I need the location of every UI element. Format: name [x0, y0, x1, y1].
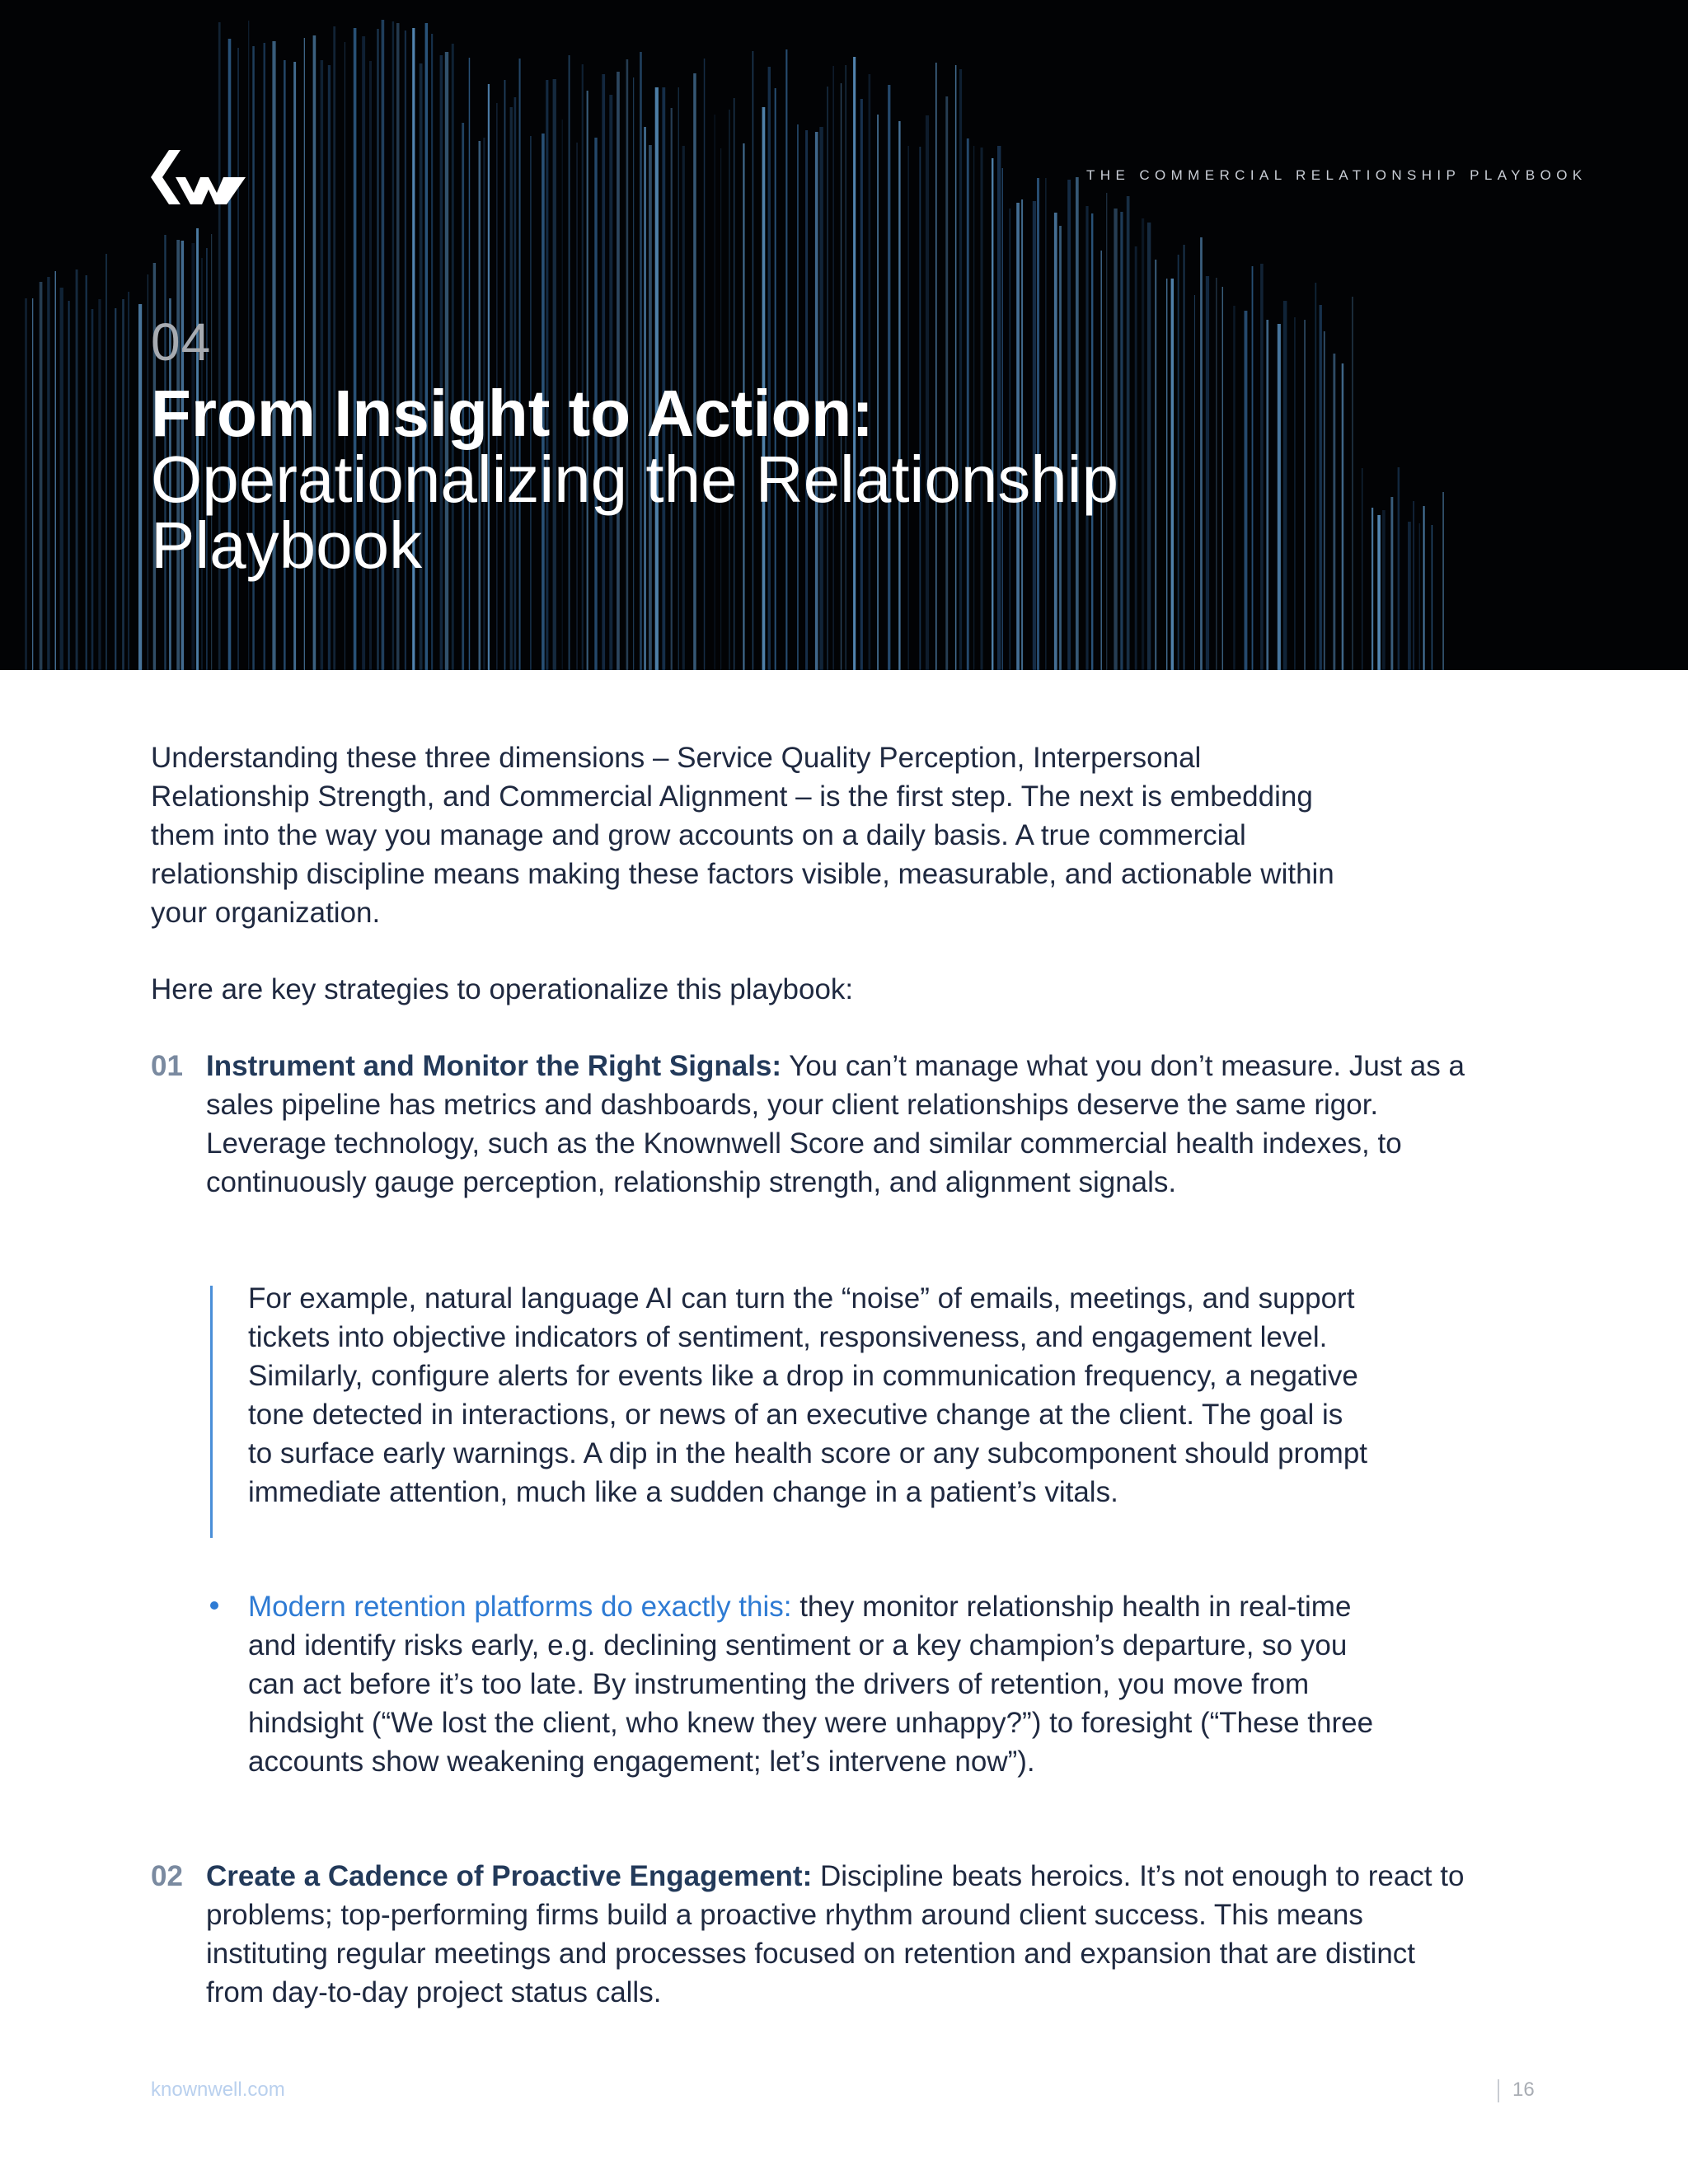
strategy-heading: Create a Cadence of Proactive Engagement: [206, 1860, 813, 1892]
hero-light-streak [1033, 201, 1036, 670]
hero-light-streak [1423, 506, 1425, 670]
hero-light-streak [1076, 177, 1079, 670]
hero-light-streak [68, 301, 70, 670]
hero-light-streak [1067, 180, 1071, 670]
hero-light-streak [967, 138, 969, 670]
hero-light-streak [1054, 213, 1057, 670]
hero-light-streak [32, 298, 33, 670]
hero-light-streak [55, 271, 56, 670]
hero-light-streak [898, 121, 900, 670]
hero-light-streak [1021, 199, 1023, 670]
hero-light-streak [1127, 196, 1130, 670]
bullet-body: they monitor relationship health in real-time and identify risks early, e.g. declining sentiment or a key champion’s departure, so you can act before it’s too late. By instrumenting the drivers of retention, you move from hindsight (“We lost the client, who knew they were unhappy?”) to foresight (“These three accounts show weakening engagement; let’s intervene now”). [248, 1591, 1374, 1778]
page-number: 16 [1512, 2079, 1535, 2101]
hero-light-streak [973, 146, 974, 670]
hero-light-streak [138, 304, 142, 670]
intro-paragraph: Understanding these three dimensions – Service Quality Perception, Interpersonal Relationship Strength, and Commercial Alignment – is the first step. The next is embedding them into the way you manage and grow accounts on a daily basis. A true commercial relationship discipline means making these factors visible, measurable, and actionable within your organization. [151, 742, 1334, 929]
hero-light-streak [926, 115, 929, 670]
hero-light-streak [869, 74, 871, 670]
bullet-item [248, 1587, 1377, 1781]
hero-light-streak [1010, 209, 1011, 670]
hero-light-streak [997, 146, 1001, 670]
hero-light-streak [115, 308, 116, 670]
hero-light-streak [1413, 501, 1414, 670]
hero-light-streak [693, 73, 696, 670]
chapter-number: 04 [151, 312, 212, 372]
hero-light-streak [98, 299, 101, 670]
hero-light-streak [91, 309, 94, 670]
knownwell-logo-icon [151, 150, 246, 204]
hero-light-streak [768, 67, 771, 670]
chapter-subtitle: Operationalizing the Relationship Playbook [151, 443, 1119, 582]
hero-light-streak [86, 275, 87, 670]
hero-light-streak [1390, 497, 1393, 670]
hero-light-streak [47, 277, 49, 670]
hero-light-streak [955, 65, 957, 670]
footer-url[interactable]: knownwell.com [151, 2079, 285, 2101]
hero-light-streak [504, 80, 506, 670]
hero-light-streak [122, 299, 124, 670]
bullet-lead: Modern retention platforms do exactly this: [248, 1591, 792, 1623]
strategy-text [206, 1047, 1475, 1202]
hero-light-streak [1002, 168, 1003, 670]
hero-light-streak [617, 72, 620, 670]
strategy-body: You can’t manage what you don’t measure. Just as a sales pipeline has metrics and dashboards, your client relationships deserve the same rigor. Leverage technology, such as the Knownwell Score and similar commercial health indexes, to continuously gauge perception, relationship strength, and alignment signals. [206, 1050, 1465, 1198]
hero-light-streak [553, 79, 556, 670]
hero-light-streak [1091, 213, 1093, 670]
hero-light-streak [1120, 212, 1123, 670]
hero-light-streak [1142, 218, 1144, 670]
hero-light-streak [128, 292, 129, 670]
hero-light-streak [1408, 522, 1411, 670]
hero-light-streak [1085, 206, 1088, 670]
hero-light-streak [908, 146, 909, 670]
hero-light-streak [1037, 178, 1039, 670]
hero-light-streak [1398, 467, 1400, 670]
hero-light-streak [1045, 178, 1047, 670]
quote-bar [210, 1286, 213, 1538]
hero-light-streak [76, 269, 78, 670]
hero-light-streak [959, 69, 962, 670]
hero-light-streak [40, 282, 43, 670]
hero-light-streak [60, 288, 63, 670]
running-title: THE COMMERCIAL RELATIONSHIP PLAYBOOK [1086, 167, 1587, 183]
hero-light-streak [935, 63, 936, 670]
hero-light-streak [25, 298, 27, 670]
hero-light-streak [1106, 193, 1107, 670]
hero-light-streak [546, 80, 548, 670]
hero-light-streak [633, 77, 634, 670]
hero-light-streak [1114, 209, 1117, 670]
hero-light-streak [877, 115, 879, 670]
strategy-text [206, 1857, 1475, 2012]
hero-light-streak [582, 64, 584, 670]
hero-light-streak [992, 158, 993, 670]
hero-light-streak [919, 147, 921, 670]
bullet-dot [210, 1601, 218, 1610]
strategy-number: 01 [151, 1050, 183, 1082]
chapter-title: From Insight to Action: [151, 377, 874, 450]
hero-light-streak [888, 85, 890, 670]
strategies-lead: Here are key strategies to operationalize this playbook: [151, 973, 854, 1005]
hero-banner [0, 0, 1688, 670]
hero-light-streak [981, 148, 983, 670]
strategy-heading: Instrument and Monitor the Right Signals: [206, 1050, 782, 1082]
hero-light-streak [1443, 492, 1444, 670]
hero-light-streak [1016, 203, 1020, 670]
strategy-number: 02 [151, 1860, 183, 1892]
example-quote: For example, natural language AI can turn the “noise” of emails, meetings, and support tickets into objective indicators of sentiment, responsiveness, and engagement level. Similarly, configure alerts for events like a drop in communication frequency, a negative tone detected in interactions, or news of an executive change at the client. The goal is to surface early warnings. A dip in the health score or any subcomponent should prompt immediate attention, much like a sudden change in a patient’s vitals. [248, 1282, 1368, 1508]
hero-light-streak [945, 96, 948, 670]
hero-light-streak [602, 74, 605, 670]
footer-divider [1498, 2079, 1499, 2102]
hero-light-streak [832, 66, 834, 670]
hero-light-streak [1419, 523, 1421, 670]
strategy-body: Discipline beats heroics. It’s not enough to react to problems; top-performing firms build a proactive rhythm around client success. This means instituting regular meetings and processes focused on retention and expansion that are distinct from day-to-day project status calls. [206, 1860, 1465, 2008]
